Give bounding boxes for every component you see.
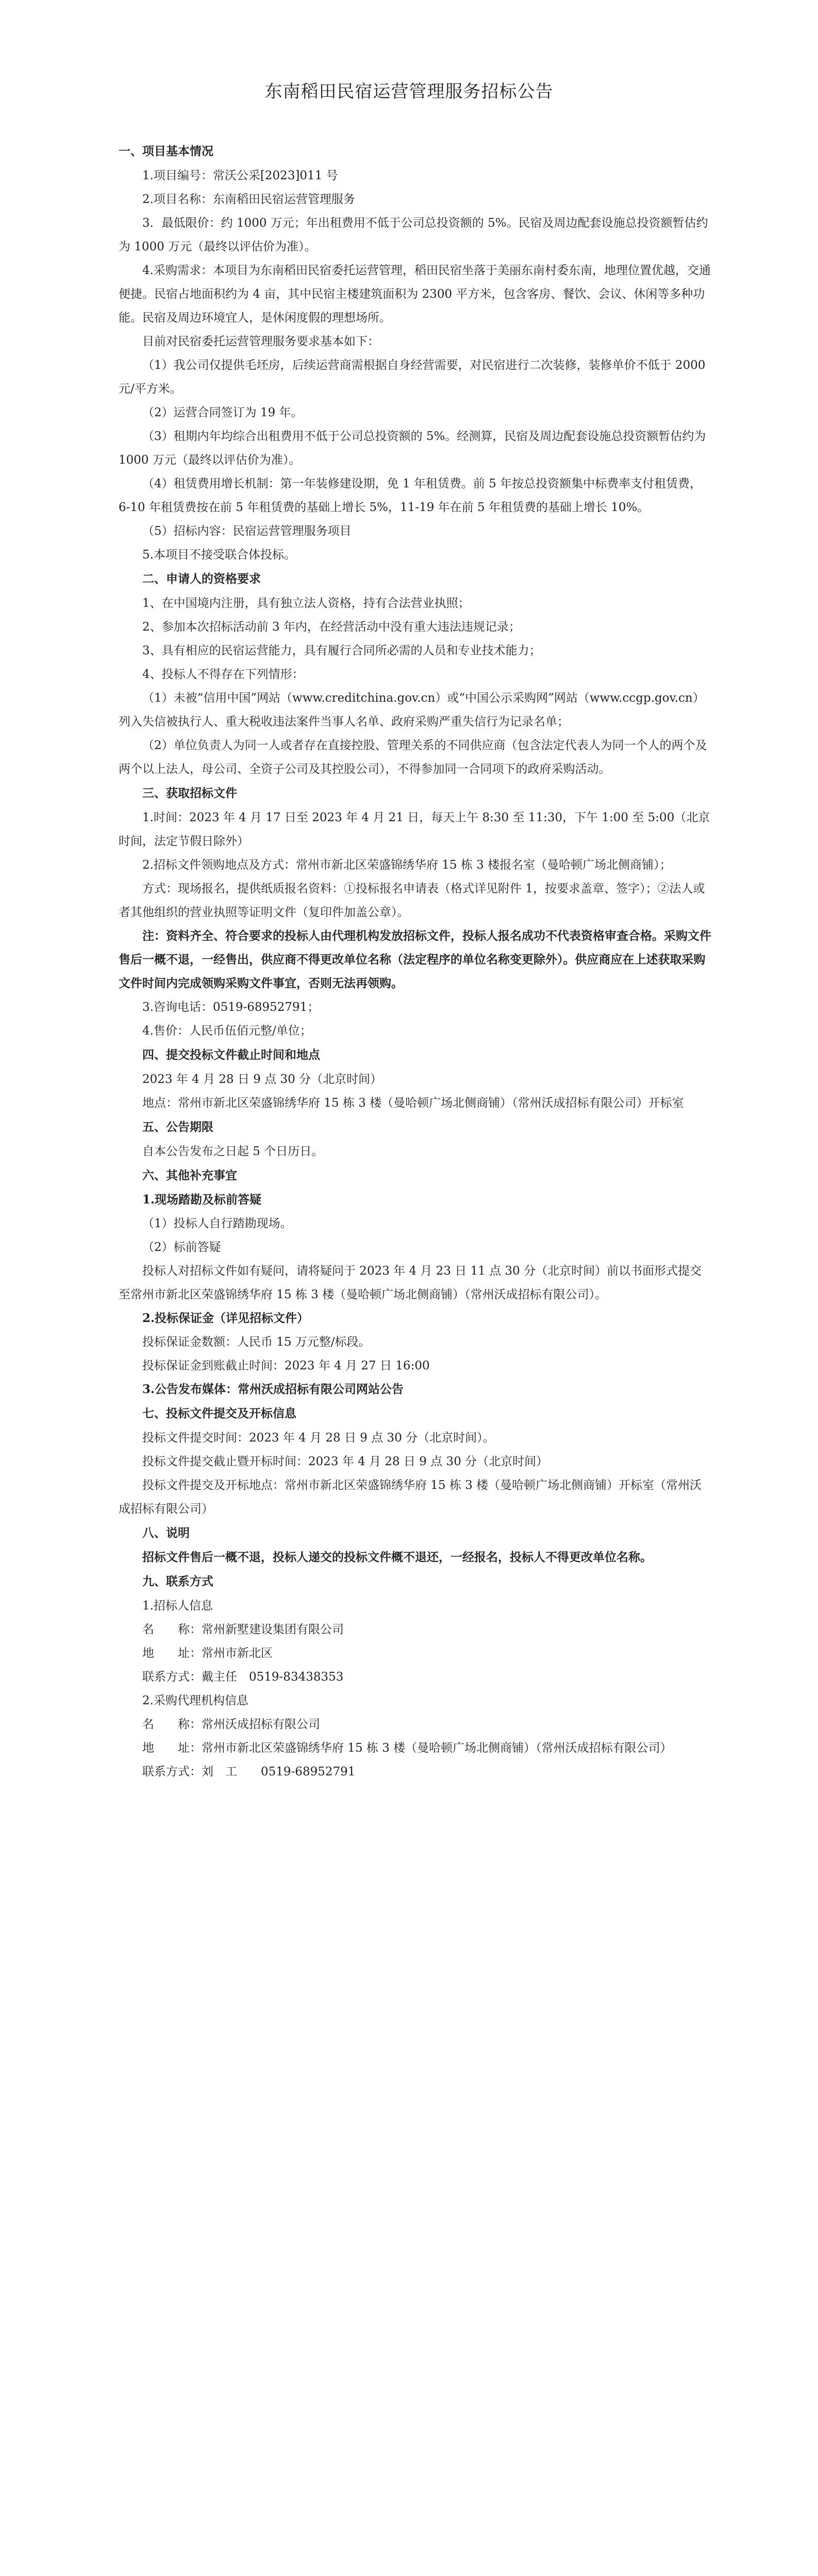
contact-line: 联系方式：刘 工 0519-68952791 [142, 1765, 356, 1778]
section-announcement-period [119, 1115, 711, 1163]
paragraph: （1）我公司仅提供毛坯房，后续运营商需根据自身经营需要，对民宿进行二次装修，装修单价不低于 2000 元/平方米。 [119, 359, 706, 396]
section-obtain-documents [119, 781, 711, 1043]
section-basic-info [119, 139, 711, 567]
paragraph: 1.项目编号：常沃公采[2023]011 号 [142, 169, 338, 182]
paragraph: 目前对民宿委托运营管理服务要求基本如下： [142, 335, 379, 348]
paragraph: 投标文件提交时间：2023 年 4 月 28 日 9 点 30 分（北京时间）。 [142, 1431, 495, 1445]
section-deadline [119, 1043, 711, 1115]
section-qualifications [119, 567, 711, 781]
paragraph: 4、投标人不得存在下列情形： [142, 668, 304, 681]
paragraph: 4.售价：人民币伍佰元整/单位； [142, 1024, 312, 1038]
paragraph: （4）租赁费用增长机制：第一年装修建设期，免 1 年租赁费。前 5 年按总投资额集中标费率支付租赁费，6-10 年租赁费按在前 5 年租赁费的基础上增长 5%，11-19 年在前 5 年租赁费的基础上增长 10%。 [119, 477, 702, 514]
paragraph: 地点：常州市新北区荣盛锦绣华府 15 栋 3 楼（曼哈顿广场北侧商铺）（常州沃成招标有限公司）开标室 [142, 1096, 684, 1110]
paragraph: 2023 年 4 月 28 日 9 点 30 分（北京时间） [142, 1073, 382, 1086]
paragraph: 招标文件售后一概不退，投标人递交的投标文件概不退还，一经报名，投标人不得更改单位名称。 [142, 1550, 652, 1564]
paragraph: 3、具有相应的民宿运营能力，具有履行合同所必需的人员和专业技术能力； [142, 644, 541, 657]
paragraph: 4.采购需求：本项目为东南稻田民宿委托运营管理，稻田民宿坐落于美丽东南村委东南，地理位置优越，交通便捷。民宿占地面积约为 4 亩，其中民宿主楼建筑面积为 2300 平方米，包含客房、餐饮、会议、休闲等多种功能。民宿及周边环境宜人，是休闲度假的理想场所。 [119, 264, 711, 325]
announcement-body [119, 139, 711, 1784]
paragraph: 3.公告发布媒体：常州沃成招标有限公司网站公告 [142, 1382, 404, 1396]
contact-line: 名 称：常州新墅建设集团有限公司 [142, 1623, 344, 1636]
paragraph: （2）单位负责人为同一人或者存在直接控股、管理关系的不同供应商（包含法定代表人为同一个人的两个及两个以上法人，母公司、全资子公司及其控股公司），不得参加同一合同项下的政府采购活动。 [119, 739, 707, 776]
section-heading: 四、提交投标文件截止时间和地点 [142, 1048, 320, 1062]
paragraph: （3）租期内年均综合出租费用不低于公司总投资额的 5%。经测算，民宿及周边配套设施总投资额暂估约为 1000 万元（最终以评估价为准）。 [119, 430, 706, 467]
section-heading: 六、其他补充事宜 [142, 1168, 237, 1182]
section-heading: 一、项目基本情况 [119, 144, 213, 158]
section-heading: 三、获取招标文件 [142, 786, 237, 800]
paragraph: 1.招标人信息 [142, 1599, 213, 1613]
paragraph: 3.咨询电话：0519-68952791； [142, 1001, 320, 1014]
paragraph: 方式：现场报名，提供纸质报名资料：①投标报名申请表（格式详见附件 1，按要求盖章、签字）；②法人或者其他组织的营业执照等证明文件（复印件加盖公章）。 [119, 882, 705, 919]
paragraph: 2.项目名称：东南稻田民宿运营管理服务 [142, 193, 355, 206]
paragraph: 1.时间：2023 年 4 月 17 日至 2023 年 4 月 21 日，每天上午 8:30 至 11:30，下午 1:00 至 5:00（北京时间，法定节假日除外） [119, 811, 710, 848]
paragraph: （5）招标内容：民宿运营管理服务项目 [142, 524, 352, 538]
section-heading: 八、说明 [142, 1526, 190, 1540]
paragraph: （1）投标人自行踏勘现场。 [142, 1217, 292, 1230]
paragraph: 自本公告发布之日起 5 个日历日。 [142, 1145, 324, 1158]
paragraph: 2、参加本次招标活动前 3 年内，在经营活动中没有重大违法违规记录； [142, 620, 521, 634]
section-other-matters [119, 1163, 711, 1401]
section-heading: 九、联系方式 [142, 1574, 213, 1588]
section-submission-info [119, 1401, 711, 1521]
paragraph: 投标保证金到账截止时间：2023 年 4 月 27 日 16:00 [142, 1359, 430, 1372]
paragraph: 投标保证金数额：人民币 15 万元整/标段。 [142, 1335, 371, 1349]
section-heading: 七、投标文件提交及开标信息 [142, 1406, 296, 1420]
paragraph: 投标文件提交及开标地点：常州市新北区荣盛锦绣华府 15 栋 3 楼（曼哈顿广场北侧商铺）开标室（常州沃成招标有限公司） [119, 1479, 702, 1516]
paragraph: （2）运营合同签订为 19 年。 [142, 406, 303, 419]
paragraph: 3．最低限价：约 1000 万元；年出租费用不低于公司总投资额的 5%。民宿及周边配套设施总投资额暂估约为 1000 万元（最终以评估价为准）。 [119, 216, 708, 253]
contact-line: 地 址：常州市新北区荣盛锦绣华府 15 栋 3 楼（曼哈顿广场北侧商铺）（常州沃成招标有限公司） [142, 1741, 672, 1755]
contact-line: 地 址：常州市新北区 [142, 1647, 273, 1660]
paragraph: （1）未被“信用中国”网站（www.creditchina.gov.cn）或“中国公示采购网”网站（www.ccgp.gov.cn）列入失信被执行人、重大税收违法案件当事人名单、政府采购严重失信行为记录名单； [119, 691, 705, 728]
contact-line: 名 称：常州沃成招标有限公司 [142, 1718, 320, 1731]
section-contact [119, 1569, 711, 1784]
section-heading: 五、公告期限 [142, 1120, 213, 1134]
paragraph: 2.投标保证金（详见招标文件） [142, 1311, 309, 1325]
section-heading: 二、申请人的资格要求 [142, 572, 261, 586]
paragraph: 投标文件提交截止暨开标时间：2023 年 4 月 28 日 9 点 30 分（北京时间） [142, 1455, 548, 1468]
paragraph: 5.本项目不接受联合体投标。 [142, 548, 296, 562]
paragraph: 投标人对招标文件如有疑问，请将疑问于 2023 年 4 月 23 日 11 点 30 分（北京时间）前以书面形式提交至常州市新北区荣盛锦绣华府 15 栋 3 楼（曼哈顿广场北侧商铺）（常州沃成招标有限公司）。 [119, 1264, 702, 1301]
section-notes [119, 1521, 711, 1569]
paragraph: 2.采购代理机构信息 [142, 1694, 248, 1707]
paragraph: （2）标前答疑 [142, 1241, 221, 1254]
paragraph: 2.招标文件领购地点及方式：常州市新北区荣盛锦绣华府 15 栋 3 楼报名室（曼哈顿广场北侧商铺）； [142, 858, 672, 872]
paragraph-notice: 注：资料齐全、符合要求的投标人由代理机构发放招标文件，投标人报名成功不代表资格审查合格。采购文件售后一概不退，一经售出，供应商不得更改单位名称（法定程序的单位名称变更除外）。供应商应在上述获取采购文件时间内完成领购采购文件事宜，否则无法再领购。 [119, 929, 711, 990]
paragraph: 1.现场踏勘及标前答疑 [142, 1193, 262, 1207]
page-title: 东南稻田民宿运营管理服务招标公告 [264, 81, 554, 102]
contact-line: 联系方式：戴主任 0519-83438353 [142, 1670, 344, 1684]
paragraph: 1、在中国境内注册，具有独立法人资格，持有合法营业执照； [142, 597, 470, 610]
